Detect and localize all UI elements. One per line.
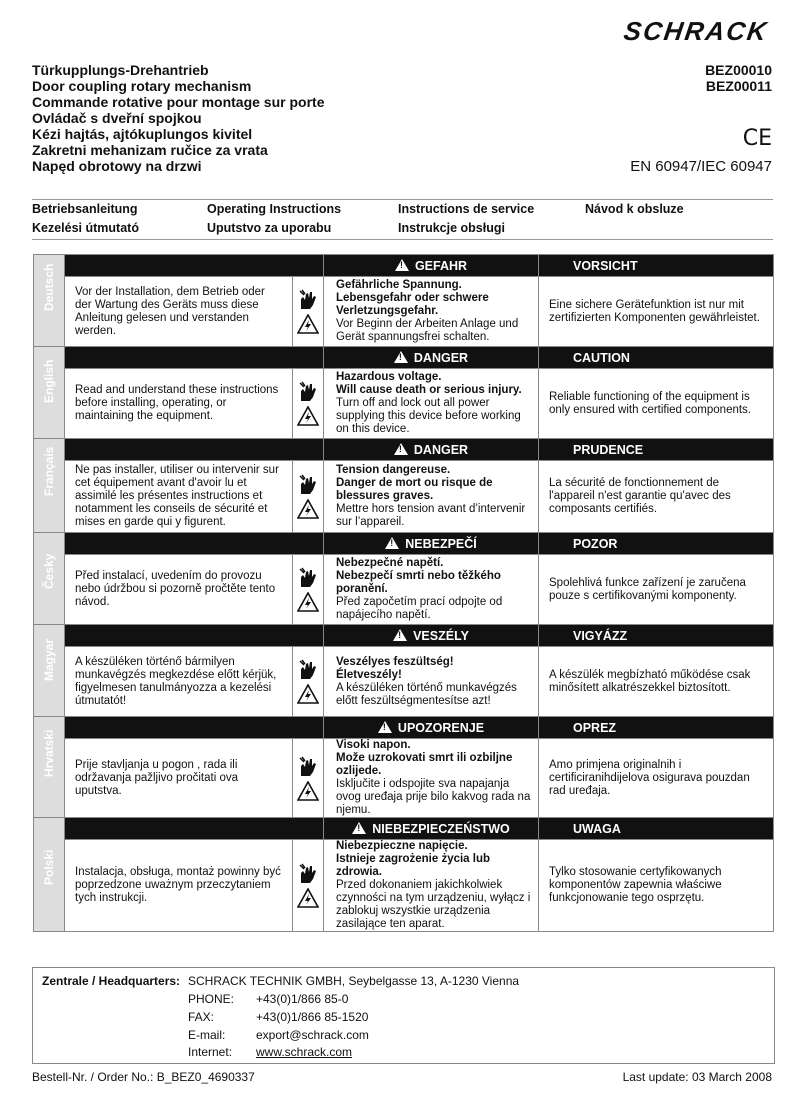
intro-text: Read and understand these instructions before installing, operating, or maintaining the equipment. bbox=[65, 369, 293, 439]
warning-icon: ! bbox=[394, 351, 408, 363]
language-label: Deutsch bbox=[34, 255, 65, 347]
danger-header: ! DANGER bbox=[324, 347, 539, 369]
language-label: English bbox=[34, 347, 65, 439]
warning-icon: ! bbox=[352, 822, 366, 834]
intro-text: Vor der Installation, dem Betrieb oder der Wartung des Geräts muss diese Anleitung gelesen und verstanden werden. bbox=[65, 277, 293, 347]
warning-bold-line: Hazardous voltage. bbox=[336, 371, 442, 383]
title-line: Commande rotative pour montage sur porte bbox=[32, 94, 325, 110]
product-code: BEZ00010 bbox=[705, 62, 772, 78]
warning-icon: ! bbox=[378, 721, 392, 733]
warning-bold-line: Istnieje zagrożenie życia lub zdrowia. bbox=[336, 853, 491, 878]
safety-table bbox=[33, 254, 774, 932]
product-titles bbox=[32, 62, 324, 174]
warning-bold-line: Može uzrokovati smrt ili ozbiljne ozlijede. bbox=[336, 752, 513, 777]
warning-bold-line: Visoki napon. bbox=[336, 739, 411, 751]
intro-text: Před instalací, uvedením do provozu nebo údržbou si pozorně pročtěte tento návod. bbox=[65, 555, 293, 625]
warning-text: Gefährliche Spannung. Lebensgefahr oder schwere Verletzungsgefahr. Vor Beginn der Arbeiten Anlage und Gerät spannungsfrei schalten. bbox=[324, 277, 539, 347]
hand-electric-icon bbox=[298, 381, 318, 403]
hazard-icons bbox=[293, 647, 324, 717]
title-line: Ovládač s dveřní spojkou bbox=[32, 110, 202, 126]
manual-title: Uputstvo za uporabu bbox=[207, 221, 332, 235]
warning-bold-line: Lebensgefahr oder schwere Verletzungsgefahr. bbox=[336, 292, 489, 317]
caution-text: La sécurité de fonctionnement de l'appareil n'est garantie qu'avec des composants certifiés. bbox=[539, 461, 774, 533]
warning-bold-line: Nebezpečné napětí. bbox=[336, 557, 444, 569]
intro-text: Prije stavljanja u pogon , rada ili održavanja pažljivo pročitati ova uputstva. bbox=[65, 739, 293, 818]
intro-text: A készüléken történő bármilyen munkavégzés megkezdése előtt kérjük, figyelmesen tanulmányozza a kezelési útmutatót! bbox=[65, 647, 293, 717]
danger-header: ! VESZÉLY bbox=[324, 625, 539, 647]
hand-electric-icon bbox=[298, 567, 318, 589]
hand-electric-icon bbox=[298, 289, 318, 311]
language-label: Česky bbox=[34, 533, 65, 625]
language-label: Hrvatski bbox=[34, 717, 65, 818]
manual-title: Instrukcje obsługi bbox=[398, 221, 505, 235]
warning-text: Veszélyes feszültség! Életveszély! A készüléken történő munkavégzés előtt feszültségmentesítse azt! bbox=[324, 647, 539, 717]
warning-text: Niebezpieczne napięcie. Istnieje zagrożenie życia lub zdrowia. Przed dokonaniem jakichkolwiek czynności na tym urządzeniu, wyłącz i zablokuj wszystkie urządzenia zasilające ten aparat. bbox=[324, 840, 539, 932]
warning-text: Visoki napon. Može uzrokovati smrt ili ozbiljne ozlijede. Isključite i odspojite sva napajanja ovog uređaja prije bilo kakvog rada na njemu. bbox=[324, 739, 539, 818]
hazard-icons bbox=[293, 369, 324, 439]
warning-bold-line: Gefährliche Spannung. bbox=[336, 279, 462, 291]
caution-header: POZOR bbox=[539, 533, 774, 555]
schrack-logo: SCHRACK bbox=[621, 16, 771, 46]
hazard-icons bbox=[293, 840, 324, 932]
hazard-icons bbox=[293, 555, 324, 625]
high-voltage-warning-icon bbox=[297, 406, 319, 426]
hand-electric-icon bbox=[298, 659, 318, 681]
caution-header: OPREZ bbox=[539, 717, 774, 739]
hazard-icons bbox=[293, 277, 324, 347]
divider bbox=[32, 239, 773, 240]
high-voltage-warning-icon bbox=[297, 314, 319, 334]
hand-electric-icon bbox=[298, 863, 318, 885]
high-voltage-warning-icon bbox=[297, 499, 319, 519]
caution-text: Tylko stosowanie certyfikowanych komponentów zapewnia właściwe funkcjonowanie tego osprzętu. bbox=[539, 840, 774, 932]
danger-header: ! GEFAHR bbox=[324, 255, 539, 277]
warning-bold-line: Niebezpieczne napięcie. bbox=[336, 840, 468, 852]
order-number: Bestell-Nr. / Order No.: B_BEZ0_4690337 bbox=[32, 1070, 255, 1084]
caution-text: Spolehlivá funkce zařízení je zaručena pouze s certifikovanými komponenty. bbox=[539, 555, 774, 625]
caution-header: CAUTION bbox=[539, 347, 774, 369]
warning-bold-line: Nebezpečí smrti nebo těžkého poranění. bbox=[336, 570, 501, 595]
manual-title: Návod k obsluze bbox=[585, 202, 684, 216]
hazard-icons bbox=[293, 739, 324, 818]
hazard-icons bbox=[293, 461, 324, 533]
product-codes bbox=[705, 62, 772, 94]
warning-icon: ! bbox=[395, 259, 409, 271]
warning-bold-line: Életveszély! bbox=[336, 668, 402, 681]
hand-electric-icon bbox=[298, 474, 318, 496]
headquarters-box bbox=[32, 967, 775, 1064]
title-line: Zakretni mehanizam ručice za vrata bbox=[32, 142, 268, 158]
manual-title: Betriebsanleitung bbox=[32, 202, 138, 216]
warning-text: Hazardous voltage. Will cause death or serious injury. Turn off and lock out all power supplying this device before working on this device. bbox=[324, 369, 539, 439]
warning-bold-line: Veszélyes feszültség! bbox=[336, 655, 454, 668]
warning-icon: ! bbox=[385, 537, 399, 549]
warning-icon: ! bbox=[394, 443, 408, 455]
high-voltage-warning-icon bbox=[297, 684, 319, 704]
hq-fax: FAX: +43(0)1/866 85-1520 bbox=[188, 1010, 369, 1024]
caution-text: Amo primjena originalnih i certificiranihdijelova osigurava pouzdan rad uređaja. bbox=[539, 739, 774, 818]
warning-text: Tension dangereuse. Danger de mort ou risque de blessures graves. Mettre hors tension avant d’intervenir sur l’appareil. bbox=[324, 461, 539, 533]
manual-title: Operating Instructions bbox=[207, 202, 342, 216]
danger-header: ! NEBEZPEČÍ bbox=[324, 533, 539, 555]
caution-text: A készülék megbízható működése csak minősített alkatrészekkel biztosított. bbox=[539, 647, 774, 717]
danger-header: ! DANGER bbox=[324, 439, 539, 461]
intro-text: Ne pas installer, utiliser ou intervenir sur cet équipement avant d'avoir lu et assimilé les présentes instructions et notamment les conseils de sécurité et mises en garde qui y figurent. bbox=[65, 461, 293, 533]
divider bbox=[32, 199, 773, 200]
caution-header: PRUDENCE bbox=[539, 439, 774, 461]
caution-header: VORSICHT bbox=[539, 255, 774, 277]
caution-text: Eine sichere Gerätefunktion ist nur mit zertifizierten Komponenten gewährleistet. bbox=[539, 277, 774, 347]
high-voltage-warning-icon bbox=[297, 781, 319, 801]
warning-icon: ! bbox=[393, 629, 407, 641]
hq-email: E-mail: export@schrack.com bbox=[188, 1028, 369, 1042]
title-line: Napęd obrotowy na drzwi bbox=[32, 158, 202, 174]
hq-label: Zentrale / Headquarters: bbox=[42, 974, 181, 988]
danger-header: ! NIEBEZPIECZEŃSTWO bbox=[324, 818, 539, 840]
language-label: Polski bbox=[34, 818, 65, 932]
danger-header: ! UPOZORENJE bbox=[324, 717, 539, 739]
caution-header: VIGYÁZZ bbox=[539, 625, 774, 647]
caution-header: UWAGA bbox=[539, 818, 774, 840]
caution-text: Reliable functioning of the equipment is only ensured with certified components. bbox=[539, 369, 774, 439]
title-line: Türkupplungs-Drehantrieb bbox=[32, 62, 209, 78]
manual-title: Kezelési útmutató bbox=[32, 221, 139, 235]
high-voltage-warning-icon bbox=[297, 888, 319, 908]
hand-electric-icon bbox=[298, 756, 318, 778]
standard: EN 60947/IEC 60947 bbox=[630, 158, 772, 175]
warning-bold-line: Danger de mort ou risque de blessures graves. bbox=[336, 477, 493, 502]
hq-internet: Internet: www.schrack.com bbox=[188, 1045, 353, 1059]
manual-title: Instructions de service bbox=[398, 202, 535, 216]
hq-address: SCHRACK TECHNIK GMBH, Seybelgasse 13, A-1230 Vienna bbox=[188, 974, 520, 988]
warning-bold-line: Will cause death or serious injury. bbox=[336, 384, 522, 396]
warning-bold-line: Tension dangereuse. bbox=[336, 464, 451, 476]
high-voltage-warning-icon bbox=[297, 592, 319, 612]
language-label: Magyar bbox=[34, 625, 65, 717]
title-line: Door coupling rotary mechanism bbox=[32, 78, 252, 94]
title-line: Kézi hajtás, ajtókuplungos kivitel bbox=[32, 126, 253, 142]
hq-phone: PHONE: +43(0)1/866 85-0 bbox=[188, 992, 349, 1006]
language-label: Français bbox=[34, 439, 65, 533]
warning-text: Nebezpečné napětí. Nebezpečí smrti nebo těžkého poranění. Před započetím prací odpojte od napájecího napětí. bbox=[324, 555, 539, 625]
product-code: BEZ00011 bbox=[705, 78, 772, 94]
intro-text: Instalacja, obsługa, montaż powinny być poprzedzone uważnym przeczytaniem tych instrukcji. bbox=[65, 840, 293, 932]
last-update: Last update: 03 March 2008 bbox=[622, 1070, 772, 1084]
website-link[interactable]: www.schrack.com bbox=[256, 1045, 353, 1059]
ce-mark: CE bbox=[742, 126, 772, 151]
